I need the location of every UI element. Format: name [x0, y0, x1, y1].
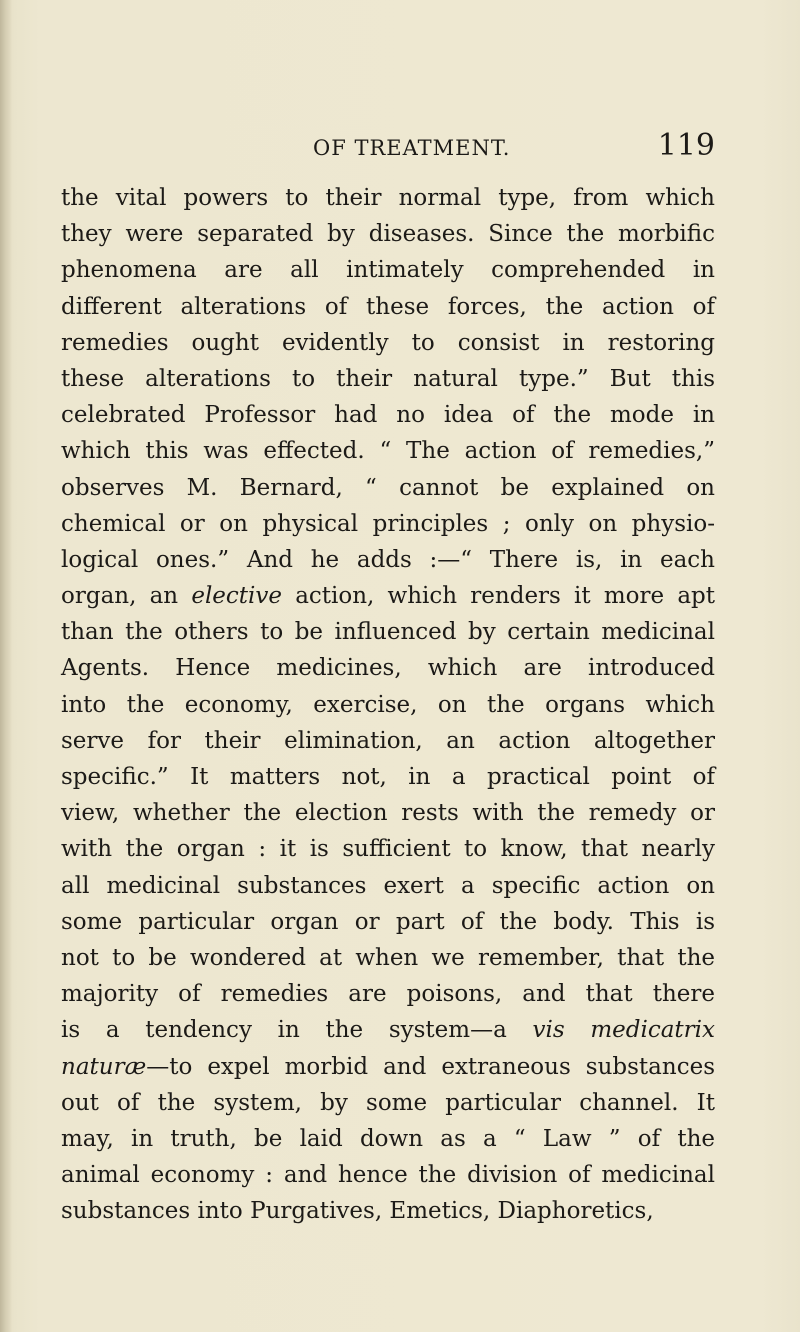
italic-term: vis medicatrix — [532, 1017, 715, 1044]
body-text — [61, 180, 715, 1229]
text-segment: remedies ought evidently to consist in restoring — [61, 329, 715, 356]
text-line — [61, 433, 715, 469]
text-line — [61, 216, 715, 252]
text-line — [61, 578, 715, 614]
text-segment: they were separated by diseases. Since the morbific — [61, 221, 715, 248]
text-line — [61, 1157, 715, 1193]
text-line — [61, 361, 715, 397]
text-segment: is a tendency in the system—a — [61, 1017, 533, 1044]
text-segment: out of the system, by some particular channel. It — [61, 1089, 715, 1116]
text-segment: than the others to be influenced by certain medicinal — [61, 619, 715, 646]
text-segment: specific.” It matters not, in a practical point of — [61, 764, 715, 790]
text-segment: —to expel morbid and extraneous substances — [146, 1053, 715, 1080]
running-head — [60, 128, 715, 168]
text-segment: these alterations to their natural type.” But this — [61, 365, 715, 392]
text-line — [61, 542, 715, 578]
text-segment: chemical or on physical principles ; only on physio- — [61, 510, 715, 537]
running-title: OF TREATMENT. — [313, 136, 511, 160]
text-line — [61, 650, 715, 686]
text-segment: into the economy, exercise, on the organs which — [61, 691, 715, 718]
text-line — [61, 1049, 715, 1085]
text-segment: substances into Purgatives, Emetics, Diaphoretics, — [61, 1198, 654, 1225]
text-segment: animal economy : and hence the division of medicinal — [61, 1162, 715, 1189]
text-segment: may, in truth, be laid down as a “ Law ” of the — [61, 1125, 715, 1152]
text-line — [61, 1193, 715, 1229]
text-line — [61, 506, 715, 542]
text-segment: not to be wondered at when we remember, that the — [61, 944, 715, 971]
text-segment: serve for their elimination, an action altogether — [61, 727, 715, 754]
text-segment: Agents. Hence medicines, which are introduced — [61, 655, 715, 682]
text-line — [61, 795, 715, 831]
text-segment: some particular organ or part of the body. This is — [61, 908, 715, 935]
text-segment: with the organ : it is sufficient to know, that nearly — [61, 836, 715, 863]
text-line — [61, 1121, 715, 1157]
italic-term: elective — [191, 583, 282, 610]
text-segment: majority of remedies are poisons, and that there — [61, 981, 715, 1008]
page-number: 119 — [657, 128, 715, 163]
text-line — [61, 325, 715, 361]
text-line — [61, 940, 715, 976]
text-line — [61, 289, 715, 325]
text-line — [61, 759, 715, 795]
text-line — [61, 976, 715, 1012]
text-line — [61, 614, 715, 650]
text-segment: all medicinal substances exert a specific action on — [61, 872, 715, 899]
text-line — [61, 397, 715, 433]
text-line — [61, 868, 715, 904]
text-segment: logical ones.” And he adds :—“ There is, in each — [61, 546, 715, 573]
text-line — [61, 180, 715, 216]
text-line — [61, 904, 715, 940]
page-gutter-shadow — [0, 0, 12, 1332]
italic-term: naturæ — [61, 1053, 147, 1080]
text-line — [61, 252, 715, 288]
text-segment: action, which renders it more apt — [282, 583, 715, 610]
text-line — [61, 470, 715, 506]
text-line — [61, 1012, 715, 1048]
text-segment: celebrated Professor had no idea of the mode in — [61, 402, 715, 429]
text-segment: which this was effected. “ The action of remedies,” — [61, 438, 715, 465]
text-line — [61, 1085, 715, 1121]
text-segment: different alterations of these forces, the action of — [61, 293, 715, 320]
text-segment: view, whether the election rests with the remedy or — [61, 800, 715, 827]
text-line — [61, 831, 715, 867]
text-segment: organ, an — [61, 583, 192, 610]
text-segment: the vital powers to their normal type, from which — [61, 185, 715, 211]
text-line — [61, 723, 715, 759]
text-segment: observes M. Bernard, “ cannot be explained on — [61, 474, 715, 501]
text-segment: phenomena are all intimately comprehended in — [61, 257, 715, 284]
text-line — [61, 687, 715, 723]
